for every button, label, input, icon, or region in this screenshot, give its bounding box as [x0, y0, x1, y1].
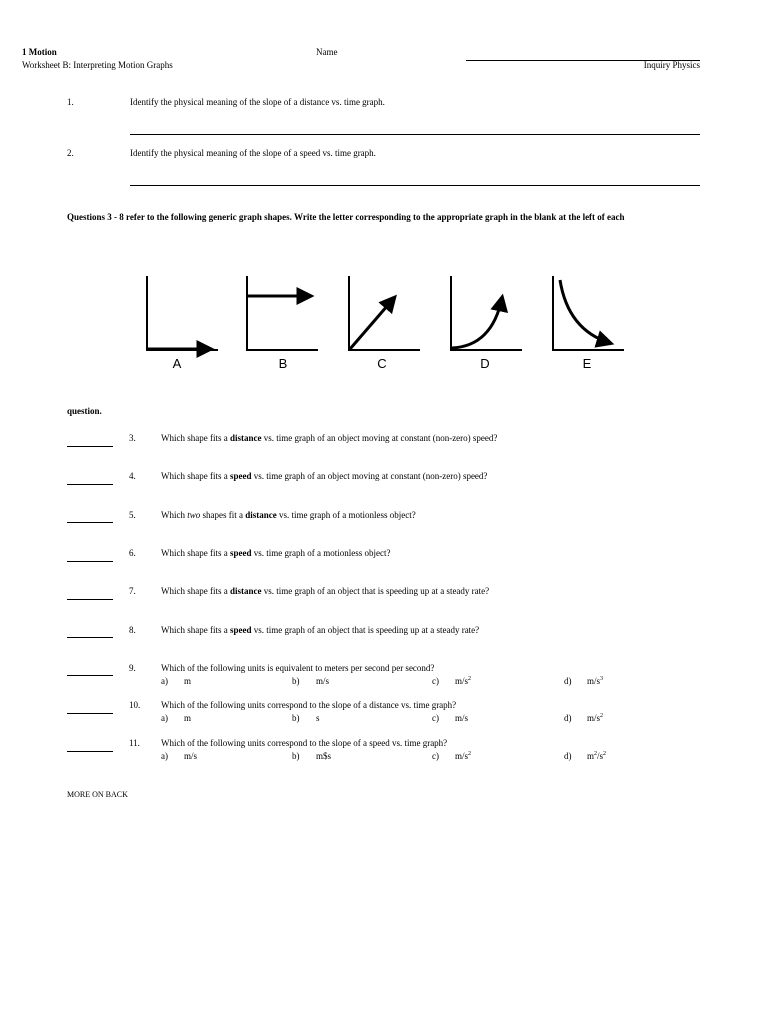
q11-text: Which of the following units correspond to the slope of a speed vs. time graph? — [161, 738, 448, 748]
q9-option-b: b) — [292, 676, 300, 686]
course-name: Inquiry Physics — [643, 60, 700, 70]
q6-answer-blank[interactable] — [67, 561, 113, 562]
q1-number: 1. — [67, 97, 74, 107]
q3-number: 3. — [129, 433, 136, 443]
q11-number: 11. — [129, 738, 140, 748]
q9-number: 9. — [129, 663, 136, 673]
q10-number: 10. — [129, 700, 141, 710]
name-label: Name — [316, 47, 338, 57]
q5-number: 5. — [129, 510, 136, 520]
q1-text: Identify the physical meaning of the slope of a distance vs. time graph. — [130, 97, 385, 107]
q11-option-a: a) — [161, 751, 168, 761]
graph-b — [247, 276, 318, 371]
q7-answer-blank[interactable] — [67, 599, 113, 600]
q9-option-c-text: $m/s^2$ — [455, 676, 472, 686]
q4-text: Which shape fits a speed vs. time graph of an object moving at constant (non-zero) speed? — [161, 471, 488, 481]
graph-shapes-figure — [140, 268, 630, 376]
q10-option-b: b) — [292, 713, 300, 723]
q8-number: 8. — [129, 625, 136, 635]
q10-option-b-text: s — [316, 713, 320, 723]
graph-e-label: E — [582, 356, 592, 371]
q4-number: 4. — [129, 471, 136, 481]
q8-text: Which shape fits a speed vs. time graph of an object that is speeding up at a steady rate? — [161, 625, 480, 635]
graph-c-curve — [350, 298, 394, 349]
q9-option-a: a) — [161, 676, 168, 686]
graph-c — [349, 276, 420, 371]
q10-answer-blank[interactable] — [67, 713, 113, 714]
q9-text: Which of the following units is equivalent to meters per second per second? — [161, 663, 435, 673]
q7-text: Which shape fits a distance vs. time graph of an object that is speeding up at a steady rate? — [161, 586, 490, 596]
q10-option-a-text: m — [184, 713, 192, 723]
graph-d — [451, 276, 522, 371]
q5-text: Which two shapes fit a distance vs. time graph of a motionless object? — [161, 510, 416, 520]
q11-answer-blank[interactable] — [67, 751, 113, 752]
graph-d-label: D — [480, 356, 490, 371]
q10-text: Which of the following units correspond to the slope of a distance vs. time graph? — [161, 700, 457, 710]
q8-answer-blank[interactable] — [67, 637, 113, 638]
q2-number: 2. — [67, 148, 74, 158]
graph-e — [553, 276, 624, 371]
q10-option-c-text: m/s — [455, 713, 469, 723]
q11-option-d: d) — [564, 751, 572, 761]
q2-text: Identify the physical meaning of the slope of a speed vs. time graph. — [130, 148, 376, 158]
graph-a-label: A — [172, 356, 182, 371]
instructions-text: Questions 3 - 8 refer to the following generic graph shapes. Write the letter corresponding to the appropriate graph in the blank at the left of each — [67, 212, 625, 222]
q11-option-b-text: m$s — [316, 751, 332, 761]
graph-e-curve — [560, 280, 610, 343]
q2-answer-line[interactable] — [130, 185, 700, 186]
q9-option-d-text: $m/s^3$ — [587, 676, 604, 686]
q6-text: Which shape fits a speed vs. time graph of a motionless object? — [161, 548, 391, 558]
q3-answer-blank[interactable] — [67, 446, 113, 447]
q9-option-d: d) — [564, 676, 572, 686]
q10-option-a: a) — [161, 713, 168, 723]
q11-option-d-text: $m^2/s^2$ — [587, 751, 607, 761]
q11-option-b: b) — [292, 751, 300, 761]
graph-d-curve — [452, 298, 502, 348]
q10-option-c: c) — [432, 713, 439, 723]
q9-option-a-text: m — [184, 676, 192, 686]
q7-number: 7. — [129, 586, 136, 596]
q3-text: Which shape fits a distance vs. time graph of an object moving at constant (non-zero) speed? — [161, 433, 498, 443]
unit-title: 1 Motion — [22, 47, 57, 57]
q11-option-c: c) — [432, 751, 439, 761]
q11-option-a-text: m/s — [184, 751, 198, 761]
q5-answer-blank[interactable] — [67, 522, 113, 523]
q10-option-d-text: $m/s^2$ — [587, 713, 604, 723]
q6-number: 6. — [129, 548, 136, 558]
more-on-back-note: MORE ON BACK — [67, 790, 128, 799]
q11-option-c-text: $m/s^2$ — [455, 751, 472, 761]
q10-option-d: d) — [564, 713, 572, 723]
q9-answer-blank[interactable] — [67, 675, 113, 676]
q9-option-b-text: m/s — [316, 676, 330, 686]
q1-answer-line[interactable] — [130, 134, 700, 135]
q9-option-c: c) — [432, 676, 439, 686]
graph-c-label: C — [377, 356, 387, 371]
graph-b-label: B — [278, 356, 288, 371]
q4-answer-blank[interactable] — [67, 484, 113, 485]
graph-a — [147, 276, 218, 371]
instructions-end: question. — [67, 406, 102, 416]
worksheet-subtitle: Worksheet B: Interpreting Motion Graphs — [22, 60, 173, 70]
